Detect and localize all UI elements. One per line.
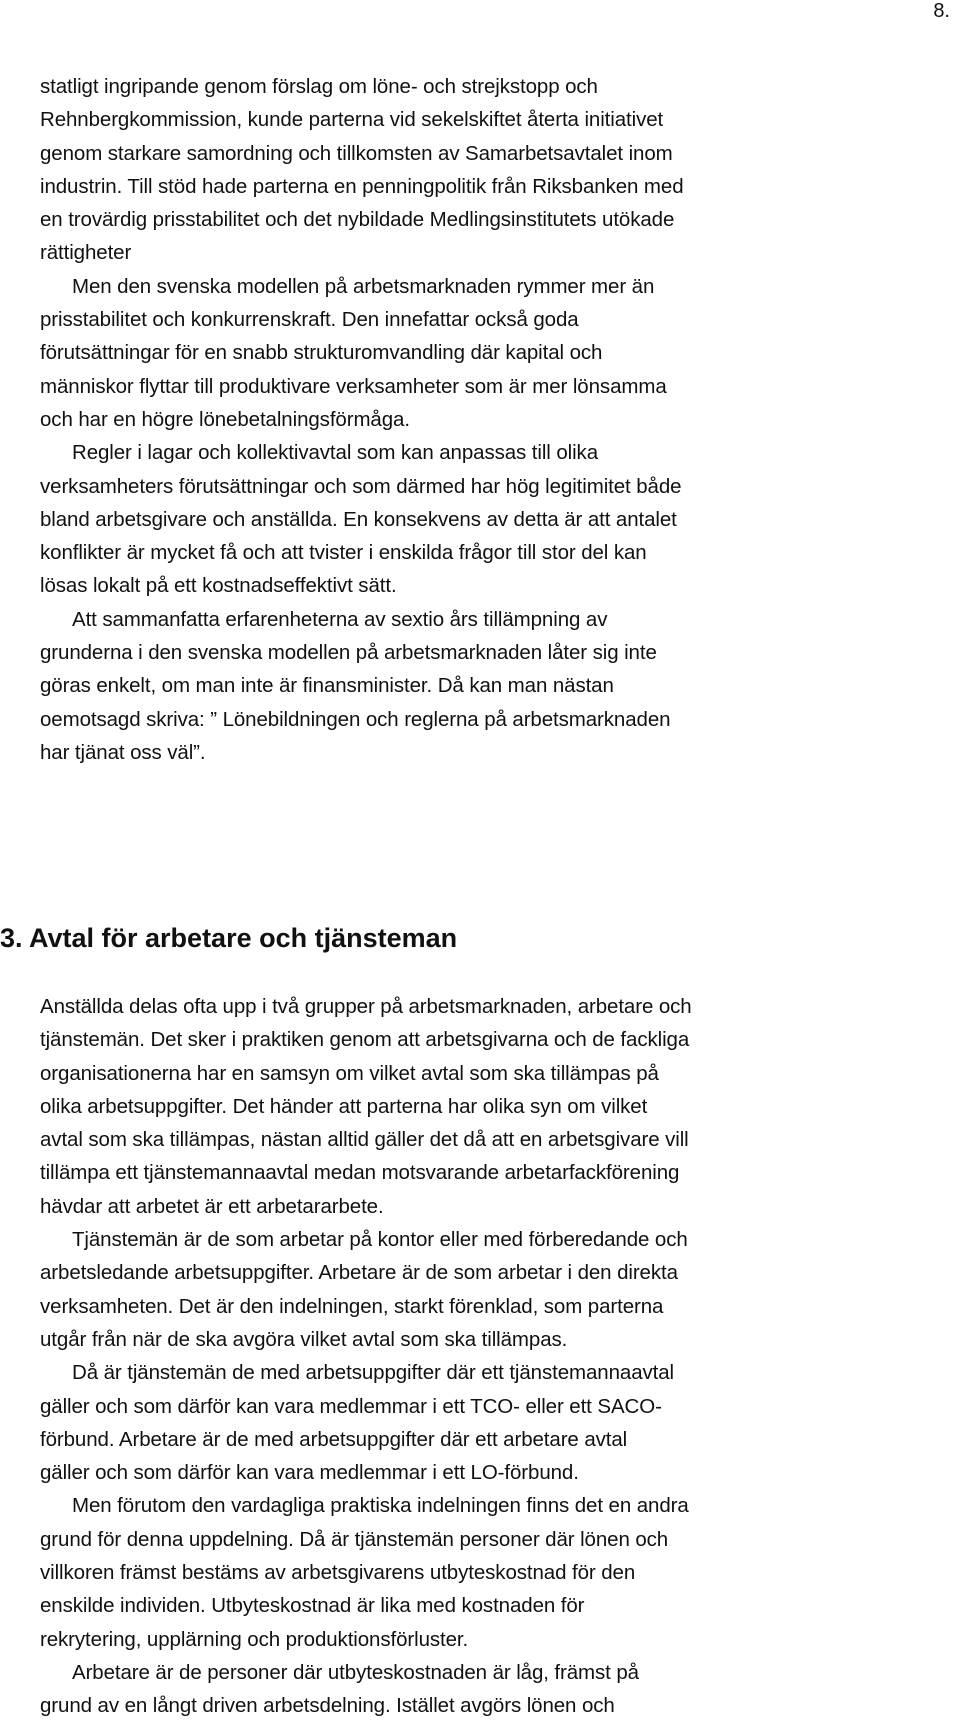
text-line: tillämpa ett tjänstemannaavtal medan motsvarande arbetarfackförening	[40, 1161, 680, 1185]
text-line: göras enkelt, om man inte är finansminister. Då kan man nästan	[40, 674, 614, 698]
paragraph-body-5	[40, 1656, 820, 1723]
text-line: gäller och som därför kan vara medlemmar i ett TCO- eller ett SACO-	[40, 1394, 662, 1418]
text-line: förutsättningar för en snabb strukturomvandling där kapital och	[40, 341, 603, 365]
paragraph-body-3	[40, 1356, 820, 1489]
text-line: utgår från när de ska avgöra vilket avtal som ska tillämpas.	[40, 1327, 568, 1351]
text-line: enskilde individen. Utbyteskostnad är lika med kostnaden för	[40, 1594, 585, 1618]
paragraph-intro-4	[40, 603, 820, 769]
text-line: en trovärdig prisstabilitet och det nybildade Medlingsinstitutets utökade	[40, 208, 675, 232]
text-line: grund för denna uppdelning. Då är tjänstemän personer där lönen och	[40, 1527, 669, 1551]
text-line: Arbetare är de personer där utbyteskostnaden är låg, främst på	[72, 1660, 639, 1684]
text-line: organisationerna har en samsyn om vilket avtal som ska tillämpas på	[40, 1061, 659, 1085]
text-line: människor flyttar till produktivare verksamheter som är mer lönsamma	[40, 374, 667, 398]
text-line: Men den svenska modellen på arbetsmarknaden rymmer mer än	[72, 274, 655, 298]
text-line: Rehnbergkommission, kunde parterna vid sekelskiftet återta initiativet	[40, 108, 664, 132]
text-line: villkoren främst bestäms av arbetsgivarens utbyteskostnad för den	[40, 1561, 636, 1585]
text-line: Regler i lagar och kollektivavtal som kan anpassas till olika	[72, 441, 599, 465]
text-line: avtal som ska tillämpas, nästan alltid gäller det då att en arbetsgivare vill	[40, 1128, 689, 1152]
paragraph-body-4	[40, 1489, 820, 1655]
text-line: konflikter är mycket få och att tvister i enskilda frågor till stor del kan	[40, 541, 647, 565]
section-body	[40, 990, 820, 1723]
text-line: Anställda delas ofta upp i två grupper på arbetsmarknaden, arbetare och	[40, 995, 692, 1018]
text-line: industrin. Till stöd hade parterna en penningpolitik från Riksbanken med	[40, 174, 684, 198]
text-line: hävdar att arbetet är ett arbetararbete.	[40, 1194, 384, 1218]
text-line: Tjänstemän är de som arbetar på kontor eller med förberedande och	[72, 1228, 688, 1252]
text-line: bland arbetsgivare och anställda. En konsekvens av detta är att antalet	[40, 507, 677, 531]
text-line: genom starkare samordning och tillkomsten av Samarbetsavtalet inom	[40, 141, 673, 165]
text-line: oemotsagd skriva: ” Lönebildningen och reglerna på arbetsmarknaden	[40, 707, 671, 731]
text-line: olika arbetsuppgifter. Det händer att parterna har olika syn om vilket	[40, 1094, 648, 1118]
text-line: arbetsledande arbetsuppgifter. Arbetare är de som arbetar i den direkta	[40, 1261, 678, 1285]
text-line: verksamheters förutsättningar och som därmed har hög legitimitet både	[40, 474, 682, 498]
text-line: rättigheter	[40, 241, 132, 265]
text-line: Men förutom den vardagliga praktiska indelningen finns det en andra	[72, 1494, 689, 1518]
paragraph-body-1	[40, 990, 820, 1223]
intro-text	[40, 70, 820, 769]
paragraph-intro-3	[40, 436, 820, 602]
text-line: rekrytering, upplärning och produktionsförluster.	[40, 1627, 469, 1651]
text-line: förbund. Arbetare är de med arbetsuppgifter där ett arbetare avtal	[40, 1427, 628, 1451]
paragraph-intro-2	[40, 270, 820, 436]
text-line: tjänstemän. Det sker i praktiken genom att arbetsgivarna och de fackliga	[40, 1028, 690, 1052]
page-number: 8.	[933, 0, 950, 22]
text-line: verksamheten. Det är den indelningen, starkt förenklad, som parterna	[40, 1294, 664, 1318]
text-line: prisstabilitet och konkurrenskraft. Den innefattar också goda	[40, 308, 579, 332]
text-line: statligt ingripande genom förslag om löne- och strejkstopp och	[40, 75, 598, 98]
paragraph-body-2	[40, 1223, 820, 1356]
text-line: Då är tjänstemän de med arbetsuppgifter där ett tjänstemannaavtal	[72, 1361, 675, 1385]
text-line: gäller och som därför kan vara medlemmar i ett LO-förbund.	[40, 1461, 579, 1485]
text-line: grunderna i den svenska modellen på arbetsmarknaden låter sig inte	[40, 641, 657, 665]
text-line: lösas lokalt på ett kostnadseffektivt sätt.	[40, 574, 397, 598]
paragraph-intro-1	[40, 70, 820, 270]
text-line: Att sammanfatta erfarenheterna av sextio års tillämpning av	[72, 607, 608, 631]
section-heading: 3. Avtal för arbetare och tjänsteman	[0, 923, 458, 953]
text-line: grund av en långt driven arbetsdelning. Istället avgörs lönen och	[40, 1694, 615, 1718]
text-line: har tjänat oss väl”.	[40, 740, 206, 764]
text-line: och har en högre lönebetalningsförmåga.	[40, 407, 410, 431]
